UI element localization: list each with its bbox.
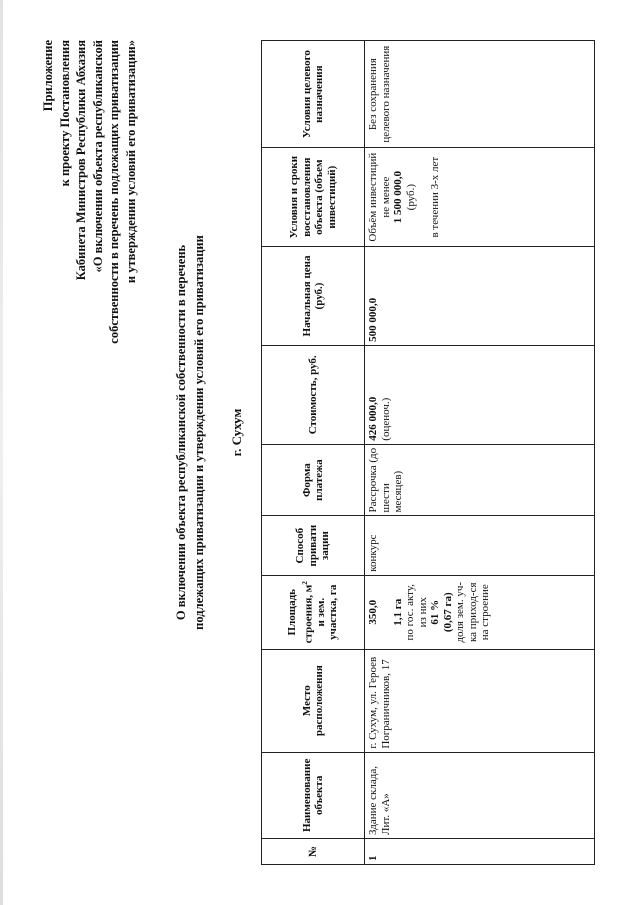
appendix-line: Кабинета Министров Республики Абхазия [74,40,88,281]
cell-purpose: Без сохранения целевого назначения [365,41,595,148]
document-title-line-2: подлежащих приватизации и утверждении условий его приватизации [192,235,206,630]
appendix-line: и утверждении условий его приватизации» [123,40,138,284]
header-payment: Форма платежа [262,444,365,516]
cell-cost [365,345,595,444]
area-note-2: доля зем. уч-ка приход-ся на строение [454,581,491,643]
cell-conditions [365,148,595,247]
spacer [417,151,429,243]
header-price: Начальная цена (руб.) [262,247,365,346]
area-land: 1,1 га [391,598,404,626]
cell-name: Здание склада, Лит. «А» [365,752,595,838]
header-conditions: Условия и сроки восстановления объекта (объем инвестиций) [262,148,365,247]
header-area-text-2: и зем. участка, га [314,584,340,640]
city-label: г. Сухум [229,408,244,457]
cond-term: в течении 3-х лет [429,156,441,238]
cell-num: 1 [365,839,595,865]
cond-label: Объём инвестиций не менее [367,152,392,242]
cell-place: г. Сухум, ул. Героев Пограничников, 17 [365,649,595,752]
area-percent: 61 % [429,599,441,625]
cond-amount: 1 500 000,0 [392,171,404,224]
header-area [262,575,365,649]
header-place: Место расположения [262,649,365,752]
cost-note: (оценоч.) [379,397,392,441]
header-cost: Стоимость, руб. [262,345,365,444]
table-header-row [262,41,365,865]
appendix-header [40,40,139,460]
area-share: (0,67 га) [441,592,454,633]
cell-payment: Рассрочка (до шести месяцев) [365,444,595,516]
document-title-line-1: О включении объекта республиканской собственности в перечень [174,244,188,621]
spacer [380,579,392,646]
cost-value: 426 000,0 [367,396,379,441]
header-name: Наименование объекта [262,752,365,838]
privatization-table [261,40,595,865]
area-note: по гос. акту, из них [404,584,429,641]
header-num: № [262,839,365,865]
header-area-sup: 2 [300,581,309,585]
appendix-line: к проекту Постановления [57,40,72,187]
cell-area [365,575,595,649]
area-building: 350,0 [367,599,379,625]
appendix-line: «О включении объекта республиканской [90,40,105,273]
table-row [365,41,595,865]
header-purpose: Условия целевого назначения [262,41,365,148]
appendix-title: Приложение [41,40,55,112]
appendix-line: собственности в перечень подлежащих приватизации [107,40,121,344]
cell-price: 500 000,0 [365,247,595,346]
header-method: Способ привати зации [262,516,365,575]
cond-unit: (руб.) [404,183,417,211]
header-area-text: Площадь строения, м [286,584,315,644]
scan-edge [0,0,3,905]
cell-method: конкурс [365,516,595,575]
